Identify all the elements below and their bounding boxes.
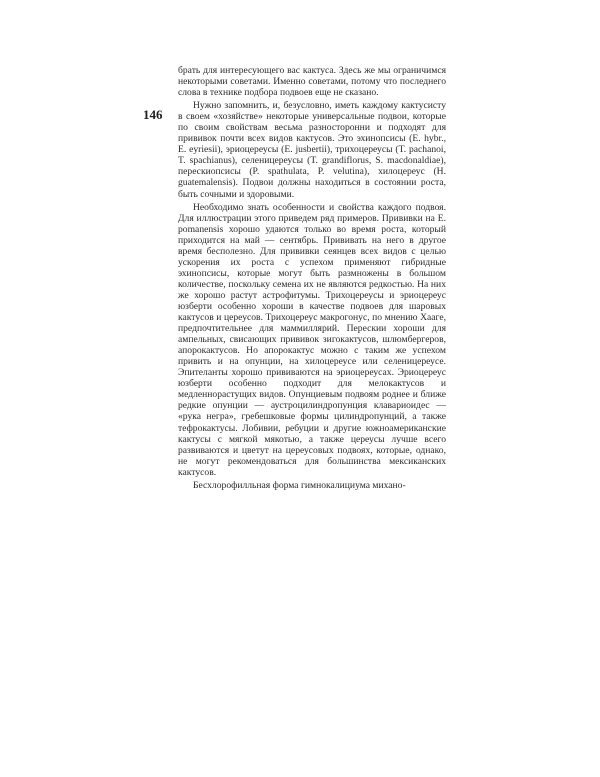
page-number: 146 bbox=[143, 107, 163, 122]
paragraph-rootstock-properties: Необходимо знать особенности и свойства каждого подвоя. Для иллюстрации этого приведем ряд примеров. Прививки на E. pomanensis хорошо удаются только во время роста, который приходится на май — сентябрь. Прививать на него в другое время бесполезно. Для прививки сеянцев всех видов с целью ускорения их роста с успехом применяют гибридные эхинопсисы, которые могут быть размножены в большом количестве, поскольку семена их не являются редкостью. На них же хорошо растут астрофитумы. Трихоцереусы и эриоцереус юзберти особенно хороши в качестве подвоев для шаровых кактусов и цереусов. Трихоцереус макрогонус, по мнению Хааге, предпочтительнее для маммиллярий. Перескии хороши для ампельных, свисающих прививок зигокактусов, шлюмбергеров, апорокактусов. Но апорокактус можно с таким же успехом привить и на опунции, на хилоцереусе или селеницереусе. Эпителанты хорошо прививаются на эриоцереусах. Эриоцереус юзберти особенно подходит для мелокактусов и медленнорастущих видов. Опунциевым подвоям роднее и ближе редкие опунции — аустроцилиндропунция клавариоидес — «рука негра», гребешковые формы цилиндропунций, а также тефрокактусы. Лобивии, ребуции и другие южноамериканские кактусы с мягкой мякотью, а также цереусы лучше всего развиваются и цветут на цереусовых подвоях, которые, однако, не могут рекомендоваться для большинства мексиканских кактусов. bbox=[178, 201, 446, 478]
paragraph-intro: брать для интересующего вас кактуса. Здесь же мы ограничимся некоторыми советами. Именно советами, потому что последнего слова в технике подбора подвоев еще не сказано. bbox=[178, 65, 446, 99]
paragraph-gymnocalycium: Бесхлорофилльная форма гимнокалициума михано- bbox=[193, 479, 406, 491]
paragraph-universal-rootstocks: Нужно запомнить, и, безусловно, иметь каждому кактусисту в своем «хозяйстве» некоторые универсальные подвои, которые по своим свойствам весьма разносторонни и подходят для прививок почти всех видов кактусов. Это эхинопсисы (E. hybr., E. eyriesii), эриоцереусы (E. jusbertii), трихоцереусы (T. pachanoi, T. spachianus), селеницереусы (T. grandiflorus, S. macdonaldiae), перескиопсисы (P. spathulata, P. velutina), хилоцереус (H. guatemalensis). Подвои должны находиться в состоянии роста, быть сочными и здоровыми. bbox=[178, 100, 446, 200]
text-column bbox=[178, 65, 446, 491]
